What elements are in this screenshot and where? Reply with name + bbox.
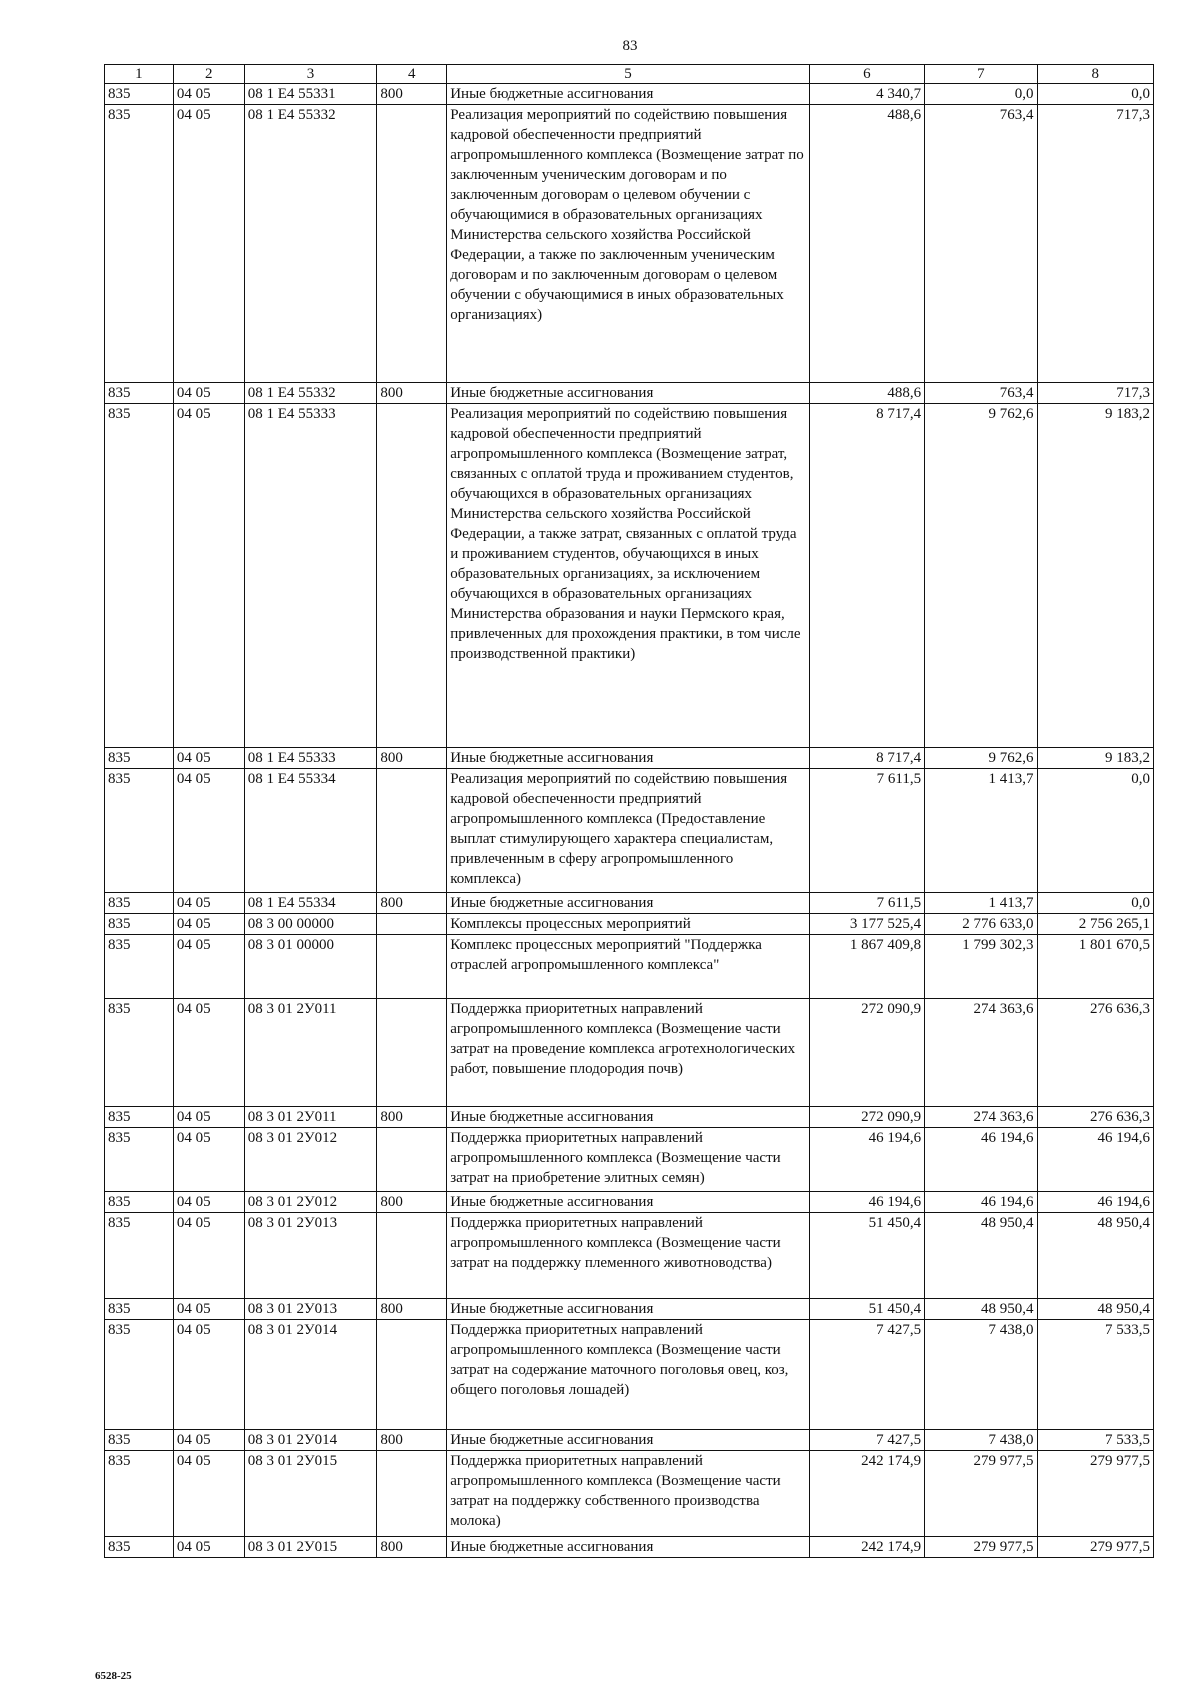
budget-table [104, 64, 1154, 1558]
cell-amount-year-2: 1 413,7 [925, 769, 1037, 893]
cell-target-article: 08 1 E4 55334 [244, 893, 377, 914]
cell-expense-type: 800 [377, 1107, 447, 1128]
cell-amount-year-1: 51 450,4 [809, 1299, 924, 1320]
cell-admin-code: 835 [105, 1213, 174, 1299]
cell-amount-year-2: 1 799 302,3 [925, 935, 1037, 999]
cell-amount-year-3: 279 977,5 [1037, 1451, 1153, 1537]
cell-target-article: 08 1 E4 55334 [244, 769, 377, 893]
cell-target-article: 08 1 E4 55333 [244, 404, 377, 748]
header-col-8: 8 [1037, 65, 1153, 84]
table-row [105, 748, 1154, 769]
cell-amount-year-3: 0,0 [1037, 84, 1153, 105]
cell-amount-year-1: 7 611,5 [809, 893, 924, 914]
cell-amount-year-3: 717,3 [1037, 105, 1153, 383]
cell-target-article: 08 1 E4 55332 [244, 105, 377, 383]
cell-amount-year-2: 274 363,6 [925, 1107, 1037, 1128]
table-row [105, 935, 1154, 999]
header-col-6: 6 [809, 65, 924, 84]
table-row [105, 1213, 1154, 1299]
cell-admin-code: 835 [105, 1537, 174, 1558]
cell-amount-year-1: 488,6 [809, 105, 924, 383]
table-body [105, 84, 1154, 1558]
cell-amount-year-3: 279 977,5 [1037, 1537, 1153, 1558]
cell-target-article: 08 1 E4 55332 [244, 383, 377, 404]
cell-admin-code: 835 [105, 105, 174, 383]
cell-admin-code: 835 [105, 1107, 174, 1128]
cell-amount-year-3: 1 801 670,5 [1037, 935, 1153, 999]
header-col-5: 5 [447, 65, 809, 84]
cell-amount-year-2: 0,0 [925, 84, 1037, 105]
cell-expense-type [377, 105, 447, 383]
cell-description: Поддержка приоритетных направлений агропромышленного комплекса (Возмещение части затрат на содержание маточного поголовья овец, коз, общего поголовья лошадей) [447, 1320, 809, 1430]
cell-expense-type [377, 404, 447, 748]
cell-target-article: 08 3 01 2У012 [244, 1128, 377, 1192]
cell-amount-year-2: 279 977,5 [925, 1451, 1037, 1537]
cell-target-article: 08 3 01 2У014 [244, 1320, 377, 1430]
cell-section-code: 04 05 [173, 1451, 244, 1537]
cell-target-article: 08 3 01 2У011 [244, 1107, 377, 1128]
cell-description: Поддержка приоритетных направлений агропромышленного комплекса (Возмещение части затрат на поддержку племенного животноводства) [447, 1213, 809, 1299]
cell-amount-year-3: 2 756 265,1 [1037, 914, 1153, 935]
cell-section-code: 04 05 [173, 914, 244, 935]
cell-description: Иные бюджетные ассигнования [447, 1430, 809, 1451]
cell-amount-year-3: 9 183,2 [1037, 404, 1153, 748]
cell-section-code: 04 05 [173, 1107, 244, 1128]
table-row [105, 999, 1154, 1107]
cell-section-code: 04 05 [173, 1128, 244, 1192]
cell-expense-type [377, 935, 447, 999]
cell-section-code: 04 05 [173, 893, 244, 914]
cell-expense-type: 800 [377, 893, 447, 914]
cell-expense-type: 800 [377, 1299, 447, 1320]
cell-expense-type [377, 1213, 447, 1299]
cell-amount-year-2: 274 363,6 [925, 999, 1037, 1107]
cell-admin-code: 835 [105, 999, 174, 1107]
header-col-4: 4 [377, 65, 447, 84]
cell-amount-year-3: 48 950,4 [1037, 1299, 1153, 1320]
cell-target-article: 08 1 E4 55333 [244, 748, 377, 769]
cell-amount-year-1: 8 717,4 [809, 748, 924, 769]
table-row [105, 84, 1154, 105]
cell-section-code: 04 05 [173, 748, 244, 769]
cell-amount-year-3: 276 636,3 [1037, 1107, 1153, 1128]
cell-description: Иные бюджетные ассигнования [447, 748, 809, 769]
cell-description: Реализация мероприятий по содействию повышения кадровой обеспеченности предприятий агропромышленного комплекса (Возмещение затрат, связанных с оплатой труда и проживанием студентов, обучающихся в образовательных организациях Министерства сельского хозяйства Российской Федерации, а также затрат, связанных с оплатой труда и проживанием студентов, обучающихся в иных образовательных организациях, за исключением обучающихся в образовательных организациях Министерства образования и науки Пермского края, привлеченных для прохождения практики, в том числе производственной практики) [447, 404, 809, 748]
table-row [105, 404, 1154, 748]
cell-section-code: 04 05 [173, 935, 244, 999]
cell-admin-code: 835 [105, 404, 174, 748]
table-row [105, 1299, 1154, 1320]
cell-section-code: 04 05 [173, 84, 244, 105]
table-row [105, 769, 1154, 893]
cell-amount-year-2: 48 950,4 [925, 1299, 1037, 1320]
cell-target-article: 08 3 00 00000 [244, 914, 377, 935]
cell-expense-type [377, 1320, 447, 1430]
cell-amount-year-2: 48 950,4 [925, 1213, 1037, 1299]
cell-admin-code: 835 [105, 893, 174, 914]
cell-section-code: 04 05 [173, 769, 244, 893]
cell-target-article: 08 3 01 2У015 [244, 1537, 377, 1558]
cell-section-code: 04 05 [173, 1430, 244, 1451]
cell-expense-type [377, 1128, 447, 1192]
cell-amount-year-2: 7 438,0 [925, 1320, 1037, 1430]
cell-description: Реализация мероприятий по содействию повышения кадровой обеспеченности предприятий агропромышленного комплекса (Предоставление выплат стимулирующего характера специалистам, привлеченным в сферу агропромышленного комплекса) [447, 769, 809, 893]
cell-description: Иные бюджетные ассигнования [447, 893, 809, 914]
cell-expense-type: 800 [377, 84, 447, 105]
table-row [105, 914, 1154, 935]
cell-section-code: 04 05 [173, 404, 244, 748]
cell-admin-code: 835 [105, 748, 174, 769]
cell-amount-year-1: 1 867 409,8 [809, 935, 924, 999]
cell-section-code: 04 05 [173, 383, 244, 404]
cell-description: Иные бюджетные ассигнования [447, 1299, 809, 1320]
table-row [105, 1128, 1154, 1192]
cell-amount-year-2: 2 776 633,0 [925, 914, 1037, 935]
cell-expense-type: 800 [377, 1430, 447, 1451]
cell-description: Иные бюджетные ассигнования [447, 1192, 809, 1213]
cell-expense-type: 800 [377, 1192, 447, 1213]
table-row [105, 1537, 1154, 1558]
cell-admin-code: 835 [105, 1299, 174, 1320]
table-row [105, 1451, 1154, 1537]
cell-amount-year-2: 46 194,6 [925, 1192, 1037, 1213]
cell-amount-year-1: 51 450,4 [809, 1213, 924, 1299]
cell-description: Иные бюджетные ассигнования [447, 1107, 809, 1128]
cell-expense-type [377, 769, 447, 893]
cell-amount-year-1: 7 427,5 [809, 1320, 924, 1430]
cell-target-article: 08 3 01 2У013 [244, 1299, 377, 1320]
cell-amount-year-1: 7 427,5 [809, 1430, 924, 1451]
cell-description: Поддержка приоритетных направлений агропромышленного комплекса (Возмещение части затрат на проведение комплекса агротехнологических работ, повышение плодородия почв) [447, 999, 809, 1107]
page-number: 83 [622, 38, 638, 54]
cell-amount-year-2: 279 977,5 [925, 1537, 1037, 1558]
cell-amount-year-3: 7 533,5 [1037, 1320, 1153, 1430]
cell-target-article: 08 3 01 2У011 [244, 999, 377, 1107]
cell-admin-code: 835 [105, 84, 174, 105]
cell-amount-year-3: 7 533,5 [1037, 1430, 1153, 1451]
header-col-7: 7 [925, 65, 1037, 84]
cell-amount-year-1: 272 090,9 [809, 999, 924, 1107]
cell-admin-code: 835 [105, 914, 174, 935]
cell-amount-year-1: 46 194,6 [809, 1128, 924, 1192]
header-col-3: 3 [244, 65, 377, 84]
cell-target-article: 08 3 01 00000 [244, 935, 377, 999]
cell-amount-year-1: 242 174,9 [809, 1537, 924, 1558]
cell-amount-year-2: 7 438,0 [925, 1430, 1037, 1451]
cell-section-code: 04 05 [173, 1537, 244, 1558]
cell-admin-code: 835 [105, 1128, 174, 1192]
cell-expense-type: 800 [377, 383, 447, 404]
cell-expense-type [377, 999, 447, 1107]
cell-section-code: 04 05 [173, 105, 244, 383]
cell-amount-year-2: 9 762,6 [925, 404, 1037, 748]
table-row [105, 1192, 1154, 1213]
cell-expense-type: 800 [377, 1537, 447, 1558]
cell-description: Иные бюджетные ассигнования [447, 84, 809, 105]
cell-description: Поддержка приоритетных направлений агропромышленного комплекса (Возмещение части затрат на поддержку собственного производства молока) [447, 1451, 809, 1537]
cell-target-article: 08 3 01 2У013 [244, 1213, 377, 1299]
cell-section-code: 04 05 [173, 1299, 244, 1320]
table-row [105, 893, 1154, 914]
cell-amount-year-3: 717,3 [1037, 383, 1153, 404]
cell-amount-year-2: 763,4 [925, 105, 1037, 383]
cell-description: Иные бюджетные ассигнования [447, 1537, 809, 1558]
cell-amount-year-3: 0,0 [1037, 893, 1153, 914]
cell-admin-code: 835 [105, 1192, 174, 1213]
table-row [105, 105, 1154, 383]
cell-admin-code: 835 [105, 769, 174, 893]
cell-section-code: 04 05 [173, 1320, 244, 1430]
table-row [105, 1430, 1154, 1451]
cell-amount-year-3: 9 183,2 [1037, 748, 1153, 769]
cell-admin-code: 835 [105, 383, 174, 404]
header-col-2: 2 [173, 65, 244, 84]
cell-amount-year-3: 0,0 [1037, 769, 1153, 893]
cell-amount-year-1: 488,6 [809, 383, 924, 404]
cell-amount-year-2: 46 194,6 [925, 1128, 1037, 1192]
cell-admin-code: 835 [105, 935, 174, 999]
cell-admin-code: 835 [105, 1320, 174, 1430]
cell-description: Комплекс процессных мероприятий "Поддержка отраслей агропромышленного комплекса" [447, 935, 809, 999]
cell-expense-type [377, 1451, 447, 1537]
header-row [105, 65, 1154, 84]
cell-amount-year-2: 763,4 [925, 383, 1037, 404]
cell-target-article: 08 3 01 2У014 [244, 1430, 377, 1451]
cell-amount-year-1: 8 717,4 [809, 404, 924, 748]
table-row [105, 1320, 1154, 1430]
cell-section-code: 04 05 [173, 1192, 244, 1213]
cell-amount-year-1: 4 340,7 [809, 84, 924, 105]
cell-admin-code: 835 [105, 1451, 174, 1537]
cell-target-article: 08 1 E4 55331 [244, 84, 377, 105]
cell-amount-year-2: 9 762,6 [925, 748, 1037, 769]
cell-amount-year-3: 48 950,4 [1037, 1213, 1153, 1299]
table-row [105, 383, 1154, 404]
cell-section-code: 04 05 [173, 1213, 244, 1299]
cell-amount-year-2: 1 413,7 [925, 893, 1037, 914]
cell-amount-year-3: 276 636,3 [1037, 999, 1153, 1107]
cell-amount-year-1: 242 174,9 [809, 1451, 924, 1537]
table-row [105, 1107, 1154, 1128]
cell-amount-year-1: 46 194,6 [809, 1192, 924, 1213]
cell-section-code: 04 05 [173, 999, 244, 1107]
cell-description: Поддержка приоритетных направлений агропромышленного комплекса (Возмещение части затрат на приобретение элитных семян) [447, 1128, 809, 1192]
cell-expense-type [377, 914, 447, 935]
cell-target-article: 08 3 01 2У012 [244, 1192, 377, 1213]
cell-amount-year-3: 46 194,6 [1037, 1192, 1153, 1213]
cell-amount-year-1: 7 611,5 [809, 769, 924, 893]
cell-description: Комплексы процессных мероприятий [447, 914, 809, 935]
cell-target-article: 08 3 01 2У015 [244, 1451, 377, 1537]
cell-amount-year-1: 3 177 525,4 [809, 914, 924, 935]
cell-admin-code: 835 [105, 1430, 174, 1451]
footer-code: 6528-25 [95, 1670, 132, 1682]
cell-amount-year-3: 46 194,6 [1037, 1128, 1153, 1192]
cell-description: Иные бюджетные ассигнования [447, 383, 809, 404]
cell-amount-year-1: 272 090,9 [809, 1107, 924, 1128]
header-col-1: 1 [105, 65, 174, 84]
cell-expense-type: 800 [377, 748, 447, 769]
cell-description: Реализация мероприятий по содействию повышения кадровой обеспеченности предприятий агропромышленного комплекса (Возмещение затрат по заключенным ученическим договорам и по заключенным договорам о целевом обучении с обучающимися в образовательных организациях Министерства сельского хозяйства Российской Федерации, а также по заключенным ученическим договорам и по заключенным договорам о целевом обучении с обучающимися в иных образовательных организациях) [447, 105, 809, 383]
